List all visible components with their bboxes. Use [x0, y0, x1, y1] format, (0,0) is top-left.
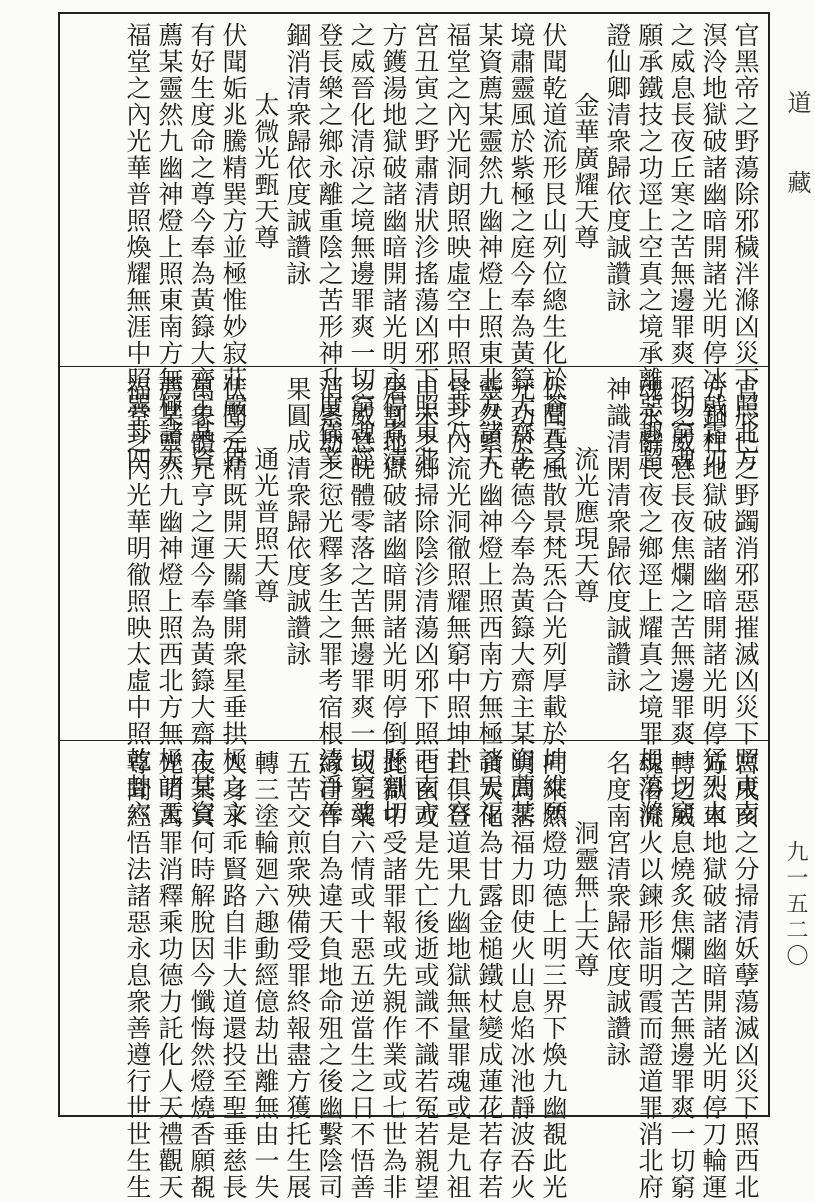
text-column: 方鑊湯地獄破諸幽暗開諸光明永停煮漬: [379, 22, 408, 473]
text-column: 證仙卿清衆歸依度誠讚詠: [603, 22, 632, 314]
text-column: 某資薦某靈然九幽神燈上照東北方諸天: [475, 22, 504, 473]
text-column: 溟泠地獄破諸幽暗開諸光明停冰戟霜刃: [699, 22, 728, 473]
text-column: 伏聞真風散景梵炁合光列厚載於坤維願: [539, 376, 568, 827]
text-column: 亡俱登道果九幽地獄無量罪魂或是九祖: [443, 750, 472, 1201]
text-column: 之威息長夜丘寒之苦無邊罪爽一切窮魂: [667, 22, 696, 473]
text-column: 果圓成清衆歸依度誠讚詠: [283, 376, 312, 668]
text-column: 之威晉化清凉之境無邊罪爽一切窮魂逕: [347, 22, 376, 473]
text-column: 宮丑寅之野肅清狀沴搖蕩凶邪下照東北: [411, 22, 440, 473]
section-title: 金華廣耀天尊: [571, 92, 600, 251]
section-title: 流光應現天尊: [571, 446, 600, 605]
text-column: 尊聞經悟法諸惡永息衆善遵行世世生生: [123, 750, 152, 1201]
text-column: 堂之內流光洞徹照耀無窮中照坤卦二宮: [443, 376, 472, 827]
text-column: 福堂之內光華普照煥耀無涯中照巽卦四: [123, 22, 152, 473]
text-column: 方銅柱地獄破諸幽暗開諸光明停猛烈火: [699, 376, 728, 827]
section-title: 太微光甄天尊: [251, 92, 280, 251]
text-column: 七玄或是先亡後逝或識不識若冤若親望: [411, 750, 440, 1201]
text-column: 轉之威息燒炙焦爛之苦無邊罪爽一切窮: [667, 750, 696, 1201]
text-column: 屠割地獄破諸幽暗開諸光明停倒懸割切: [379, 376, 408, 827]
text-column: 伏聞乾道流形艮山列位總生化於蒼元之: [539, 22, 568, 473]
text-column: 夜冥冥何時解脫因今懺悔然燈燒香願覩: [187, 750, 216, 1201]
text-column: 方大車地獄破諸幽暗開諸光明停刀輪運: [699, 750, 728, 1201]
text-column: 消累劫之愆光釋多生之罪考宿根清淨善: [315, 376, 344, 827]
text-column: 宮戌亥之分掃清妖孽蕩滅凶災下照西北: [731, 750, 760, 1201]
text-column: 有好生度命之尊今奉為黃籙大齋主某資: [187, 22, 216, 473]
text-column: 此獄中受諸罪報或先親作業或七世為非: [379, 750, 408, 1201]
text-column: 福堂之內光洞朗照映虛空中照艮卦八: [443, 22, 472, 446]
text-column: 明同霑福力即使火山息焰冰池靜波吞火: [507, 750, 536, 1201]
text-column: 元功於乾德今奉為黃籙大齋主某資薦某: [507, 376, 536, 827]
text-column: 福堂之內光華明徹照映太虛中照乾卦六: [123, 376, 152, 827]
text-column: 魂永辭長夜之鄉逕上耀真之境罪根蕩滌: [635, 376, 664, 827]
text-column: 登長樂之鄉永離重陰之苦形神升度儀業: [315, 22, 344, 473]
text-column: 向來然燈功德上明三界下煥九幽覩此光: [539, 750, 568, 1201]
text-column: 境肅靈風於紫極之庭今奉為黃籙大齋主: [507, 22, 536, 473]
text-column: 五苦交煎衆殃備受罪終報盡方獲托生展: [283, 750, 312, 1201]
section-title: 洞靈無上天尊: [571, 820, 600, 979]
text-column: 伏聞姤兆騰精巽方並極惟妙寂莊嚴之界: [219, 22, 248, 473]
text-column: 願承鐵技之功逕上空真之境承離惡趣超: [635, 22, 664, 473]
text-column: 官辰巳之野蠲消邪惡摧滅凶災下照東南: [731, 376, 760, 827]
text-panel-2: [70, 376, 760, 827]
text-column: 轉三塗輪廻六趣動經億劫出離無由一失: [251, 750, 280, 1201]
text-column: 緣自作自為違天負地命殂之後幽繫陰司: [315, 750, 344, 1201]
text-panel-3: [70, 750, 760, 1201]
text-column: 靈然累九幽神燈上照西南方無極諸天福: [475, 376, 504, 827]
page-number: 九一五二〇: [783, 840, 808, 970]
text-column: 薦某靈然九幽神燈上照西北方無極諸天: [155, 376, 184, 827]
text-column: 萬象體元亨之運今奉為黃籙大齋主某資: [187, 376, 216, 827]
text-column: 申未之鄉掃除陰沴清蕩凶邪下照西南方: [411, 376, 440, 827]
text-column: 食炭化為甘露金槌鐵杖變成蓮花若存若: [475, 750, 504, 1201]
text-column: 官黑帝之野蕩除邪穢泮滌凶災下照北方: [731, 22, 760, 473]
text-column: 薦某靈然九幽神燈上照東南方無極諸天: [155, 22, 184, 473]
text-column: 或三業六情或十惡五逆當生之日不悟善: [347, 750, 376, 1201]
text-column: 光明萬罪消釋乘功德力託化人天禮觀天: [155, 750, 184, 1201]
text-frame: [58, 12, 770, 1201]
text-column: 名度南宮清衆歸依度誠讚詠: [603, 750, 632, 1068]
text-column: 焰之威息長夜焦爛之苦無邊罪爽一切窮: [667, 376, 696, 827]
text-column: 人身永乖賢路自非大道還投至聖垂慈長: [219, 750, 248, 1201]
text-column: 伏聞元精既開天關肇開衆星垂拱極之文: [219, 376, 248, 827]
section-title: 通光普照天尊: [251, 446, 280, 605]
text-column: 之威息眈體零落之苦無邊罪爽一切窮魂: [347, 376, 376, 827]
text-column: 神識清閑清衆歸依度誠讚詠: [603, 376, 632, 694]
text-column: 魂浴流火以鍊形詣明霞而證道罪消北府: [635, 750, 664, 1201]
text-column: 錮消清衆歸依度誠讚詠: [283, 22, 312, 287]
text-panel-1: [70, 22, 760, 473]
book-title: 道 藏: [783, 90, 811, 208]
